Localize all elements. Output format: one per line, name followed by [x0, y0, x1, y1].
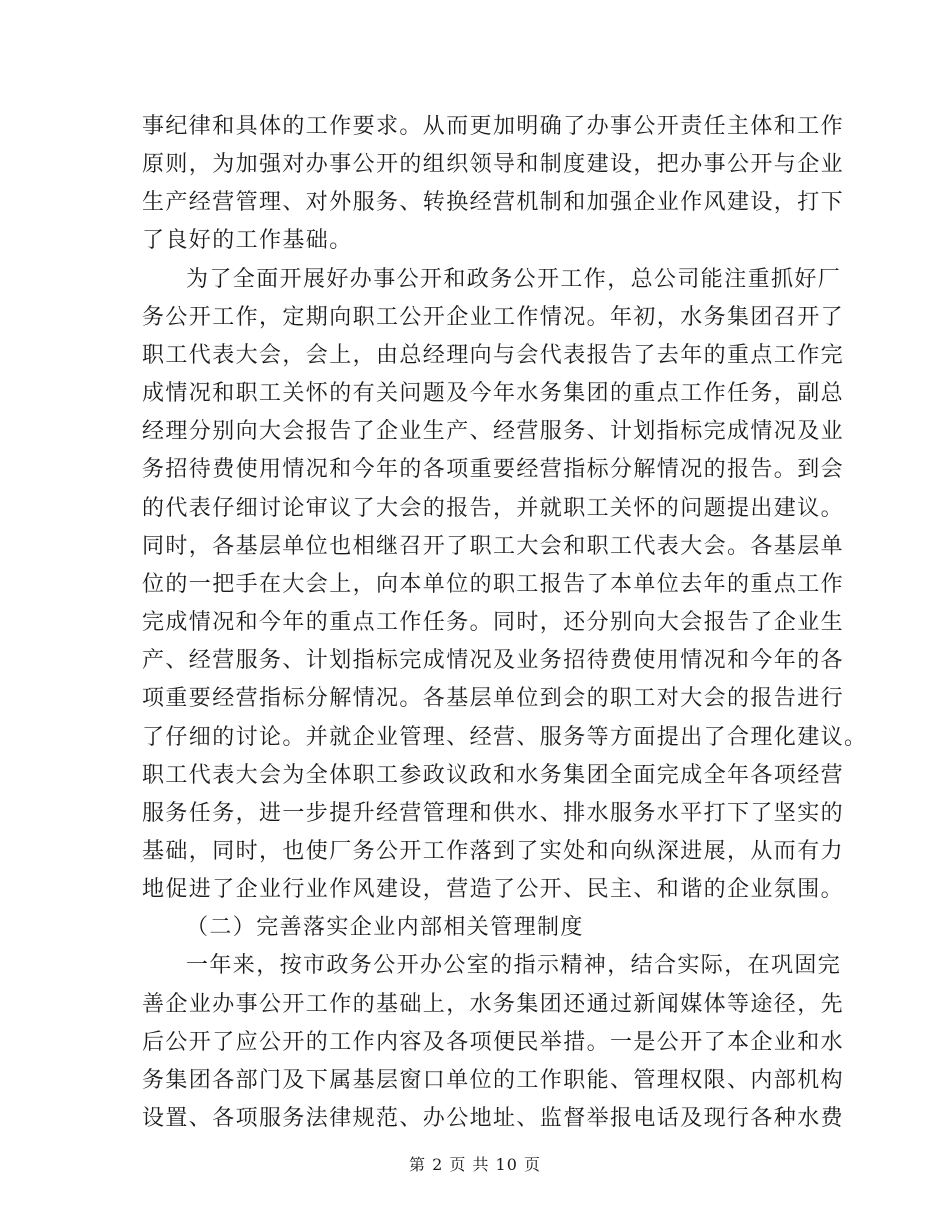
text-line: 原则，为加强对办事公开的组织领导和制度建设，把办事公开与企业	[142, 152, 845, 177]
text-line: 务招待费使用情况和今年的各项重要经营指标分解情况的报告。到会	[142, 457, 845, 482]
text-line: 服务任务，进一步提升经营管理和供水、排水服务水平打下了坚实的	[142, 801, 845, 826]
text-line: 位的一把手在大会上，向本单位的职工报告了本单位去年的重点工作	[142, 572, 845, 597]
text-line: 事纪律和具体的工作要求。从而更加明确了办事公开责任主体和工作	[142, 114, 845, 139]
text-line: 务集团各部门及下属基层窗口单位的工作职能、管理权限、内部机构	[142, 1068, 845, 1093]
text-line: 了仔细的讨论。并就企业管理、经营、服务等方面提出了合理化建议。	[142, 725, 868, 750]
text-line: 设置、各项服务法律规范、办公地址、监督举报电话及现行各种水费	[142, 1106, 845, 1131]
text-line: 项重要经营指标分解情况。各基层单位到会的职工对大会的报告进行	[142, 686, 845, 711]
text-line: 职工代表大会为全体职工参政议政和水务集团全面完成全年各项经营	[142, 763, 845, 788]
text-line: 基础，同时，也使厂务公开工作落到了实处和向纵深进展，从而有力	[142, 839, 845, 864]
paragraph-first-line: 一年来，按市政务公开办公室的指示精神，结合实际，在巩固完	[186, 953, 842, 978]
text-line: 务公开工作，定期向职工公开企业工作情况。年初，水务集团召开了	[142, 305, 845, 330]
text-line: 成情况和职工关怀的有关问题及今年水务集团的重点工作任务，副总	[142, 381, 845, 406]
text-line: 善企业办事公开工作的基础上，水务集团还通过新闻媒体等途径，先	[142, 992, 845, 1017]
text-line: 经理分别向大会报告了企业生产、经营服务、计划指标完成情况及业	[142, 419, 845, 444]
text-line: 完成情况和今年的重点工作任务。同时，还分别向大会报告了企业生	[142, 610, 845, 635]
section-heading: （二）完善落实企业内部相关管理制度	[186, 915, 584, 940]
text-line: 产、经营服务、计划指标完成情况及业务招待费使用情况和今年的各	[142, 648, 845, 673]
text-line: 职工代表大会，会上，由总经理向与会代表报告了去年的重点工作完	[142, 343, 845, 368]
text-line: 生产经营管理、对外服务、转换经营机制和加强企业作风建设，打下	[142, 190, 845, 215]
text-line: 后公开了应公开的工作内容及各项便民举措。一是公开了本企业和水	[142, 1030, 845, 1055]
text-line: 同时，各基层单位也相继召开了职工大会和职工代表大会。各基层单	[142, 534, 845, 559]
text-line: 了良好的工作基础。	[142, 228, 353, 253]
paragraph-first-line: 为了全面开展好办事公开和政务公开工作，总公司能注重抓好厂	[186, 267, 842, 292]
text-line: 的代表仔细讨论审议了大会的报告，并就职工关怀的问题提出建议。	[142, 496, 845, 521]
page-number-footer: 第 2 页 共 10 页	[409, 1155, 541, 1174]
text-line: 地促进了企业行业作风建设，营造了公开、民主、和谐的企业氛围。	[142, 877, 845, 902]
